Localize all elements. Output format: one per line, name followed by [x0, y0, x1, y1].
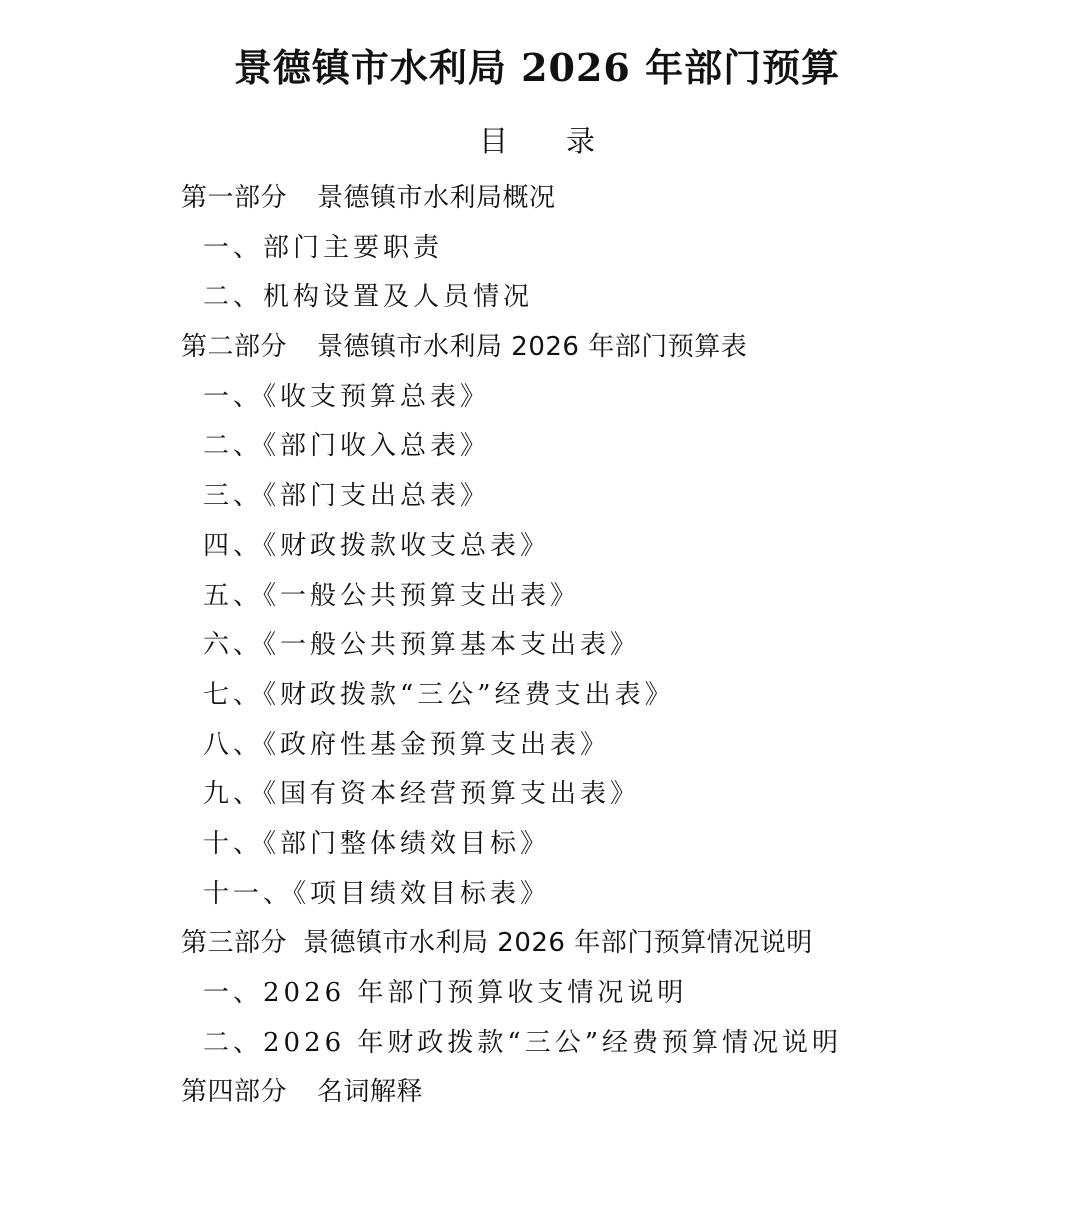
part-title: 景德镇市水利局 2026 年部门预算情况说明: [303, 928, 813, 959]
table-of-contents: [181, 174, 1051, 1118]
toc-item: 二、《部门收入总表》: [203, 431, 491, 462]
toc-item: 一、部门主要职责: [203, 232, 444, 263]
part-number: 第三部分: [181, 928, 288, 959]
toc-item: 三、《部门支出总表》: [203, 481, 491, 512]
toc-item: 四、《财政拨款收支总表》: [203, 530, 551, 561]
part-title: 景德镇市水利局概况: [317, 183, 556, 213]
toc-item: 九、《国有资本经营预算支出表》: [203, 779, 641, 810]
part-title: 景德镇市水利局 2026 年部门预算表: [317, 332, 748, 363]
toc-part-2: [181, 323, 1051, 373]
part-title: 名词解释: [317, 1077, 424, 1108]
part-number: 第一部分: [181, 183, 288, 213]
toc-item: 十一、《项目绩效目标表》: [203, 878, 551, 909]
toc-item: 六、《一般公共预算基本支出表》: [203, 630, 641, 661]
part-number: 第二部分: [181, 332, 288, 363]
toc-heading: 目录: [478, 124, 653, 158]
toc-item: 十、《部门整体绩效目标》: [203, 828, 551, 859]
part-number: 第四部分: [181, 1077, 288, 1108]
toc-item: 二、机构设置及人员情况: [203, 282, 534, 313]
toc-part-1: [181, 174, 1051, 224]
toc-item: 五、《一般公共预算支出表》: [203, 580, 581, 611]
toc-part-4: [181, 1068, 1051, 1118]
document-title: 景德镇市水利局 2026 年部门预算: [233, 45, 841, 90]
toc-item: 七、《财政拨款“三公”经费支出表》: [203, 679, 675, 710]
toc-part-3: [181, 919, 1051, 969]
toc-item: 八、《政府性基金预算支出表》: [203, 729, 611, 760]
toc-item: 一、《收支预算总表》: [203, 381, 491, 412]
toc-item: 一、2026 年部门预算收支情况说明: [203, 978, 688, 1008]
toc-item: 二、2026 年财政拨款“三公”经费预算情况说明: [203, 1027, 843, 1058]
